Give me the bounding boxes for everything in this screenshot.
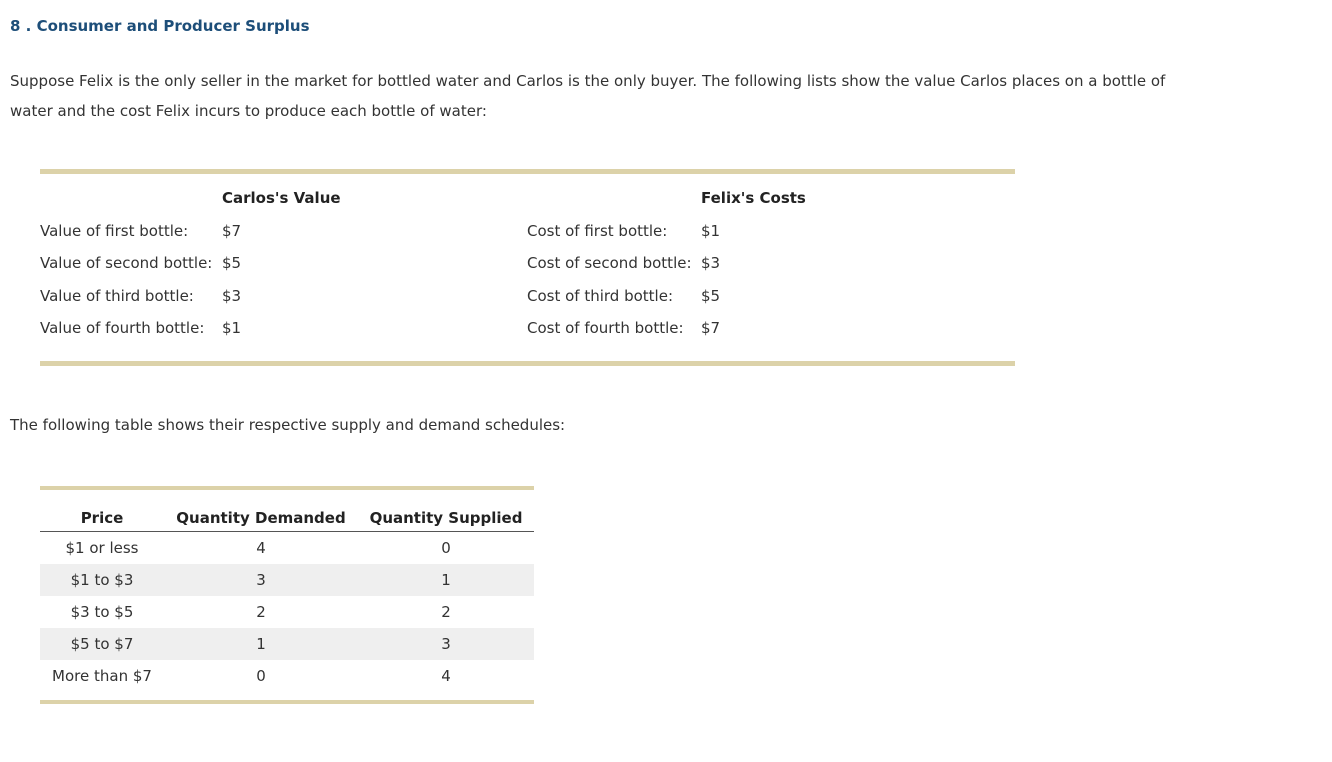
quantity-supplied-column-header: Quantity Supplied	[358, 490, 534, 532]
quantity-demanded-cell: 1	[164, 628, 358, 660]
table-top-rule	[40, 169, 1015, 174]
quantity-supplied-cell: 0	[441, 539, 451, 557]
carlos-value-label: Value of second bottle:	[40, 254, 213, 272]
question-heading: 8 . Consumer and Producer Surplus	[10, 17, 310, 35]
carlos-value-amount: $1	[222, 319, 242, 337]
price-cell: $1 to $3	[40, 564, 164, 596]
intro-paragraph: Suppose Felix is the only seller in the market for bottled water and Carlos is the only buyer. The following lists show the value Carlos places on a bottle of water and the cost Felix incurs to produce each bottle of water:	[10, 72, 1166, 120]
carlos-value-amount: $5	[222, 254, 242, 272]
felix-cost-amount: $3	[701, 254, 721, 272]
table-row	[40, 564, 534, 596]
price-cell: $1 or less	[65, 539, 139, 557]
felix-cost-amount: $1	[701, 222, 721, 240]
carlos-value-amount: $7	[222, 222, 242, 240]
felix-cost-label: Cost of first bottle:	[527, 222, 668, 240]
schedule-intro-paragraph: The following table shows their respective supply and demand schedules:	[10, 416, 566, 434]
table-row	[40, 660, 534, 692]
quantity-demanded-cell: 4	[256, 539, 266, 557]
felix-cost-label: Cost of third bottle:	[527, 287, 674, 305]
price-cell: $3 to $5	[70, 603, 134, 621]
felix-cost-amount: $5	[701, 287, 721, 305]
supply-demand-schedule	[40, 486, 534, 704]
table-row	[40, 532, 534, 565]
quantity-demanded-cell: 0	[256, 667, 266, 685]
felix-costs-header: Felix's Costs	[701, 189, 806, 207]
quantity-supplied-cell: 4	[441, 667, 451, 685]
quantity-supplied-cell: 1	[358, 564, 534, 596]
quantity-demanded-cell: 3	[164, 564, 358, 596]
price-cell: $5 to $7	[40, 628, 164, 660]
quantity-supplied-cell: 2	[441, 603, 451, 621]
felix-cost-label: Cost of fourth bottle:	[527, 319, 684, 337]
carlos-value-label: Value of first bottle:	[40, 222, 189, 240]
quantity-demanded-column-header: Quantity Demanded	[164, 490, 358, 532]
carlos-value-label: Value of fourth bottle:	[40, 319, 205, 337]
quantity-supplied-cell: 3	[358, 628, 534, 660]
felix-cost-label: Cost of second bottle:	[527, 254, 692, 272]
felix-cost-amount: $7	[701, 319, 721, 337]
schedule-bottom-rule	[40, 700, 534, 704]
price-column-header: Price	[40, 490, 164, 532]
price-cell: More than $7	[52, 667, 152, 685]
quantity-demanded-cell: 2	[256, 603, 266, 621]
table-bottom-rule	[40, 361, 1015, 366]
carlos-value-label: Value of third bottle:	[40, 287, 194, 305]
carlos-value-amount: $3	[222, 287, 242, 305]
schedule-table	[40, 490, 534, 692]
schedule-header-row	[40, 490, 534, 532]
table-row	[40, 596, 534, 628]
table-row	[40, 628, 534, 660]
values-costs-table	[40, 169, 1015, 366]
carlos-value-header: Carlos's Value	[222, 189, 341, 207]
